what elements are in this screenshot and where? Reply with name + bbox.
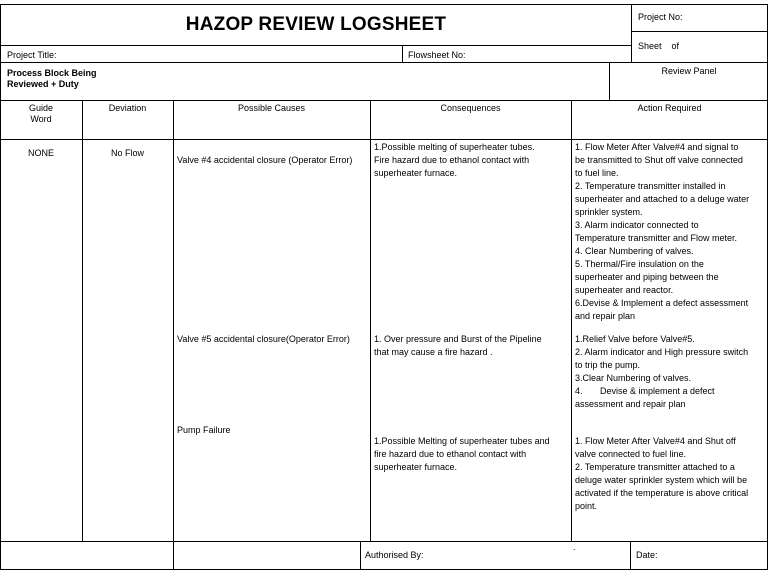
sheet-label: Sheet of	[638, 41, 680, 51]
page-title: HAZOP REVIEW LOGSHEET	[185, 14, 447, 35]
rule-col-3	[370, 100, 371, 541]
authorised-by-label: Authorised By:	[365, 550, 424, 560]
row-1-action: 1. Flow Meter After Valve#4 and signal to be transmitted to Shut off valve connected to fuel line. 2. Temperature transmitter installed in superheater and attached to a deluge water sprinkler system. 3. Alarm indicator connected to Temperature transmitter and Flow meter. 4. Clear Numbering of valves. 5. Thermal/Fire insulation on the superheater and piping between the superheater and reactor. 6.Devise & Implement a defect assessment and repair plan	[575, 142, 750, 321]
flowsheet-no-label: Flowsheet No:	[408, 50, 466, 60]
rule-left	[0, 4, 1, 570]
rule-title-bottom	[0, 45, 632, 46]
rule-flowsheet-left	[402, 45, 403, 62]
row-2-cause: Valve #5 accidental closure(Operator Error)	[177, 334, 350, 344]
project-title-label: Project Title:	[7, 50, 57, 60]
row-3-cause: Pump Failure	[177, 425, 231, 435]
date-label: Date:	[636, 550, 658, 560]
col-header-deviation: Deviation	[108, 103, 147, 113]
rule-body-bottom	[0, 541, 768, 542]
row-3-action: 1. Flow Meter After Valve#4 and Shut off valve connected to fuel line. 2. Temperature transmitter attached to a deluge water sprinkler system which will be activated if the temperature is above critical point.	[575, 436, 749, 511]
rule-date-left	[630, 541, 631, 570]
col-header-causes: Possible Causes	[237, 103, 306, 113]
row-1-cause: Valve #4 accidental closure (Operator Error)	[177, 155, 353, 165]
col-header-guide-word: Guide Word	[28, 103, 54, 124]
rule-sheet	[632, 31, 768, 32]
project-no-label: Project No:	[638, 12, 683, 22]
rule-process-bottom	[0, 100, 768, 101]
review-panel-label: Review Panel	[661, 66, 717, 76]
rule-project-bottom	[0, 62, 768, 63]
col-header-actions: Action Required	[637, 103, 702, 113]
row-1-deviation: No Flow	[110, 148, 144, 158]
rule-bottom	[0, 569, 768, 570]
rule-col-1	[82, 100, 83, 541]
rule-col-4	[571, 100, 572, 541]
row-1-consequence: 1.Possible melting of superheater tubes. Fire hazard due to ethanol contact with superheater furnace.	[374, 142, 535, 178]
rule-top	[0, 4, 768, 5]
rule-auth-left	[360, 541, 361, 570]
rule-col-2	[173, 100, 174, 570]
footer-dot: .	[573, 542, 576, 552]
row-2-consequence: 1. Over pressure and Burst of the Pipeline that may cause a fire hazard .	[374, 334, 542, 357]
col-header-consequences: Consequences	[440, 103, 501, 113]
row-1-guide-word: NONE	[27, 148, 54, 158]
process-block-label: Process Block Being Reviewed + Duty	[7, 68, 97, 89]
rule-header-bottom	[0, 139, 768, 140]
row-2-action: 1.Relief Valve before Valve#5. 2. Alarm indicator and High pressure switch to trip the pump. 3.Clear Numbering of valves. 4. Devise & implement a defect assessment and repair plan	[575, 334, 749, 409]
row-3-consequence: 1.Possible Melting of superheater tubes and fire hazard due to ethanol contact with superheater furnace.	[374, 436, 550, 472]
